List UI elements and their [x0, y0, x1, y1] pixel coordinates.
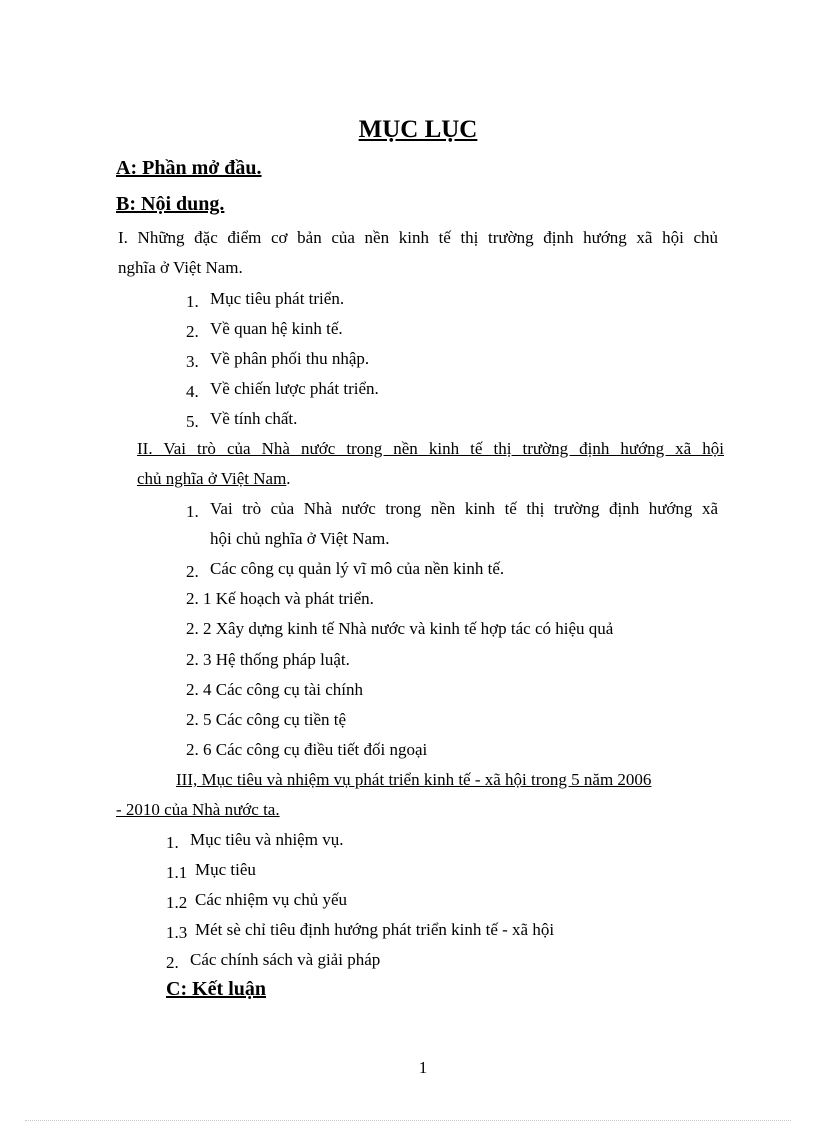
part1-item-4 [186, 379, 379, 399]
part2-heading-line1: II. Vai trò của Nhà nước trong nền kinh tế thị trường định hướng xã hội [137, 439, 724, 458]
item-number: 1.1 [166, 863, 188, 882]
item-text: Mét sè chỉ tiêu định hướng phát triển kinh tế - xã hội [195, 920, 555, 939]
part1-item-3 [186, 349, 369, 369]
item-text: Mục tiêu [195, 860, 256, 879]
page-number: 1 [418, 1058, 428, 1077]
item-text: Mục tiêu và nhiệm vụ. [190, 830, 344, 849]
part3-item-1-2 [166, 890, 347, 910]
item-number: 2. [186, 322, 199, 341]
section-b-heading: B: Nội dung. [116, 193, 225, 215]
item-number: 1.2 [166, 893, 188, 912]
part3-item-1-3 [166, 920, 554, 940]
part2-heading-line2 [137, 469, 291, 489]
item-number: 3. [186, 352, 199, 371]
item-number: 1. [186, 292, 199, 311]
part1-heading-line2: nghĩa ở Việt Nam. [118, 258, 243, 277]
item-number: 5. [186, 412, 199, 431]
item-text: Các công cụ quản lý vĩ mô của nền kinh tế. [210, 559, 505, 578]
item-number: 2. [166, 953, 179, 972]
part2-item-1-line2: hội chủ nghĩa ở Việt Nam. [210, 529, 390, 548]
part2-item-2 [186, 559, 504, 579]
item-text: Các nhiệm vụ chủ yếu [195, 890, 348, 909]
part3-item-1-1 [166, 860, 256, 880]
part3-heading-line1 [176, 770, 724, 790]
page-bottom-divider [25, 1120, 791, 1121]
part2-heading-line2-text: chủ nghĩa ở Việt Nam [137, 469, 287, 488]
part2-subitem-4: 2. 4 Các công cụ tài chính [186, 680, 364, 699]
item-text: Về chiến lược phát triển. [210, 379, 379, 398]
part1-heading-line1: I. Những đặc điểm cơ bản của nền kinh tế thị trường định hướng xã hội chủ [118, 228, 718, 247]
section-c-heading: C: Kết luận [166, 978, 266, 1000]
item-text: Về quan hệ kinh tế. [210, 319, 343, 338]
item-number: 4. [186, 382, 199, 401]
item-number: 1.3 [166, 923, 188, 942]
part1-item-1 [186, 289, 344, 309]
part2-item-1 [186, 499, 210, 519]
item-number: 1. [186, 502, 199, 521]
item-text: Về tính chất. [210, 409, 298, 428]
part3-heading-line1-text: III, Mục tiêu và nhiệm vụ phát triển kinh tế - xã hội trong 5 năm 2006 [176, 770, 652, 789]
item-text: Các chính sách và giải pháp [190, 950, 381, 969]
part3-item-2 [166, 950, 380, 970]
part2-item-1-line1: Vai trò của Nhà nước trong nền kinh tế thị trường định hướng xã [210, 499, 718, 518]
item-number: 1. [166, 833, 179, 852]
item-number: 2. [186, 562, 199, 581]
part1-item-5 [186, 409, 297, 429]
part2-heading-line2-dot: . [286, 469, 291, 488]
part3-item-1 [166, 830, 343, 850]
part2-subitem-5: 2. 5 Các công cụ tiền tệ [186, 710, 347, 729]
part1-item-2 [186, 319, 343, 339]
page-title: MỤC LỤC [358, 116, 478, 143]
part2-subitem-1: 2. 1 Kế hoạch và phát triển. [186, 589, 374, 608]
item-text: Mục tiêu phát triển. [210, 289, 345, 308]
part2-subitem-2: 2. 2 Xây dựng kinh tế Nhà nước và kinh tế hợp tác có hiệu quả [186, 619, 614, 638]
part2-subitem-6: 2. 6 Các công cụ điều tiết đối ngoại [186, 740, 428, 759]
section-a-heading: A: Phần mở đầu. [116, 157, 262, 179]
part3-heading-line2: - 2010 của Nhà nước ta. [116, 800, 280, 819]
part2-subitem-3: 2. 3 Hệ thống pháp luật. [186, 650, 350, 669]
item-text: Về phân phối thu nhập. [210, 349, 370, 368]
